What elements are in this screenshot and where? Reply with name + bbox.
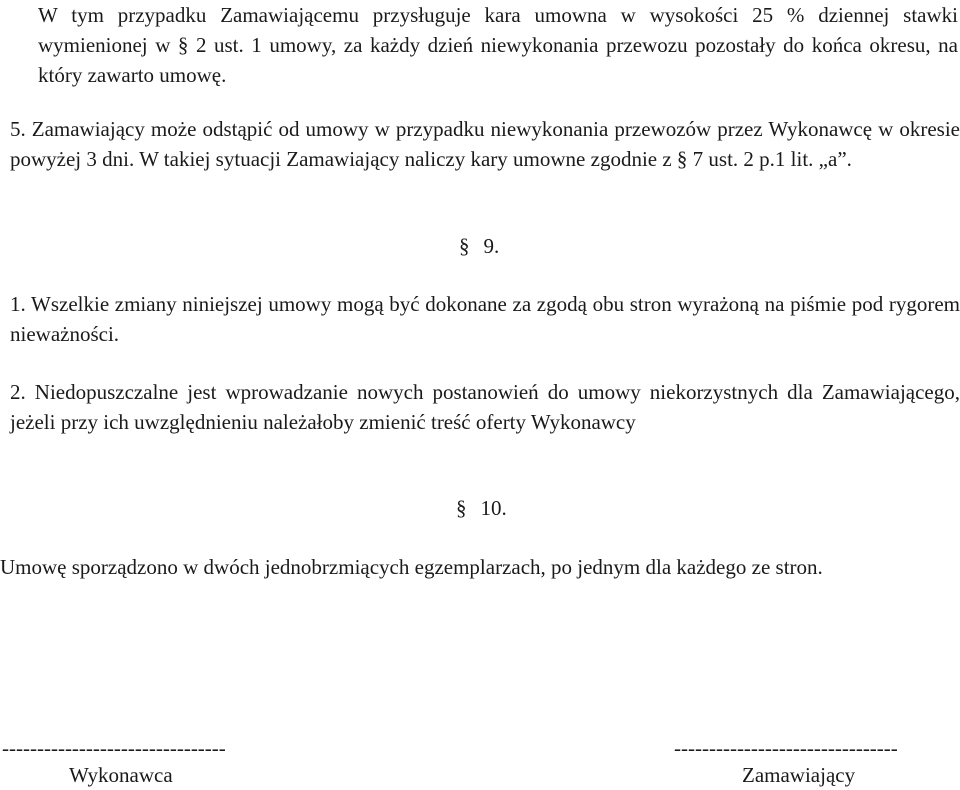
signature-line-client: -------------------------------- [674, 736, 898, 760]
signature-label-contractor: Wykonawca [69, 763, 173, 787]
section-9-symbol: § [459, 234, 470, 258]
paragraph-penalty-continuation: W tym przypadku Zamawiającemu przysługuje kara umowna w wysokości 25 % dziennej stawki wymienionej w § 2 ust. 1 umowy, za każdy dzień niewykonania przewozu pozostały do końca okresu, na który zawarto umowę. [38, 3, 958, 87]
section-9-point-1 [10, 289, 960, 349]
section-10-heading [456, 493, 507, 523]
paragraph-5-text: Zamawiający może odstąpić od umowy w przypadku niewykonania przewozów przez Wykonawcę w okresie powyżej 3 dni. W takiej sytuacji Zamawiający naliczy kary umowne zgodnie z § 7 ust. 2 p.1 lit. „a”. [10, 117, 960, 171]
signature-label-client: Zamawiający [742, 763, 856, 787]
section-9-heading [459, 231, 499, 261]
section-9-point-2-text: Niedopuszczalne jest wprowadzanie nowych postanowień do umowy niekorzystnych dla Zamawiającego, jeżeli przy ich uwzględnieniu należałoby zmienić treść oferty Wykonawcy [10, 380, 960, 434]
section-10-number: 10. [480, 496, 507, 520]
signature-line-contractor: -------------------------------- [2, 736, 226, 760]
paragraph-5-number: 5. [10, 117, 26, 141]
section-10-symbol: § [456, 496, 467, 520]
section-9-point-2-number: 2. [10, 380, 26, 404]
section-9-point-2 [10, 377, 960, 437]
section-9-point-1-text: Wszelkie zmiany niniejszej umowy mogą być dokonane za zgodą obu stron wyrażoną na piśmie pod rygorem nieważności. [10, 292, 960, 346]
paragraph-5-withdrawal [10, 114, 960, 174]
section-9-number: 9. [483, 234, 500, 258]
paragraph-final-copies: Umowę sporządzono w dwóch jednobrzmiących egzemplarzach, po jednym dla każdego ze stron. [0, 555, 823, 579]
section-9-point-1-number: 1. [10, 292, 26, 316]
